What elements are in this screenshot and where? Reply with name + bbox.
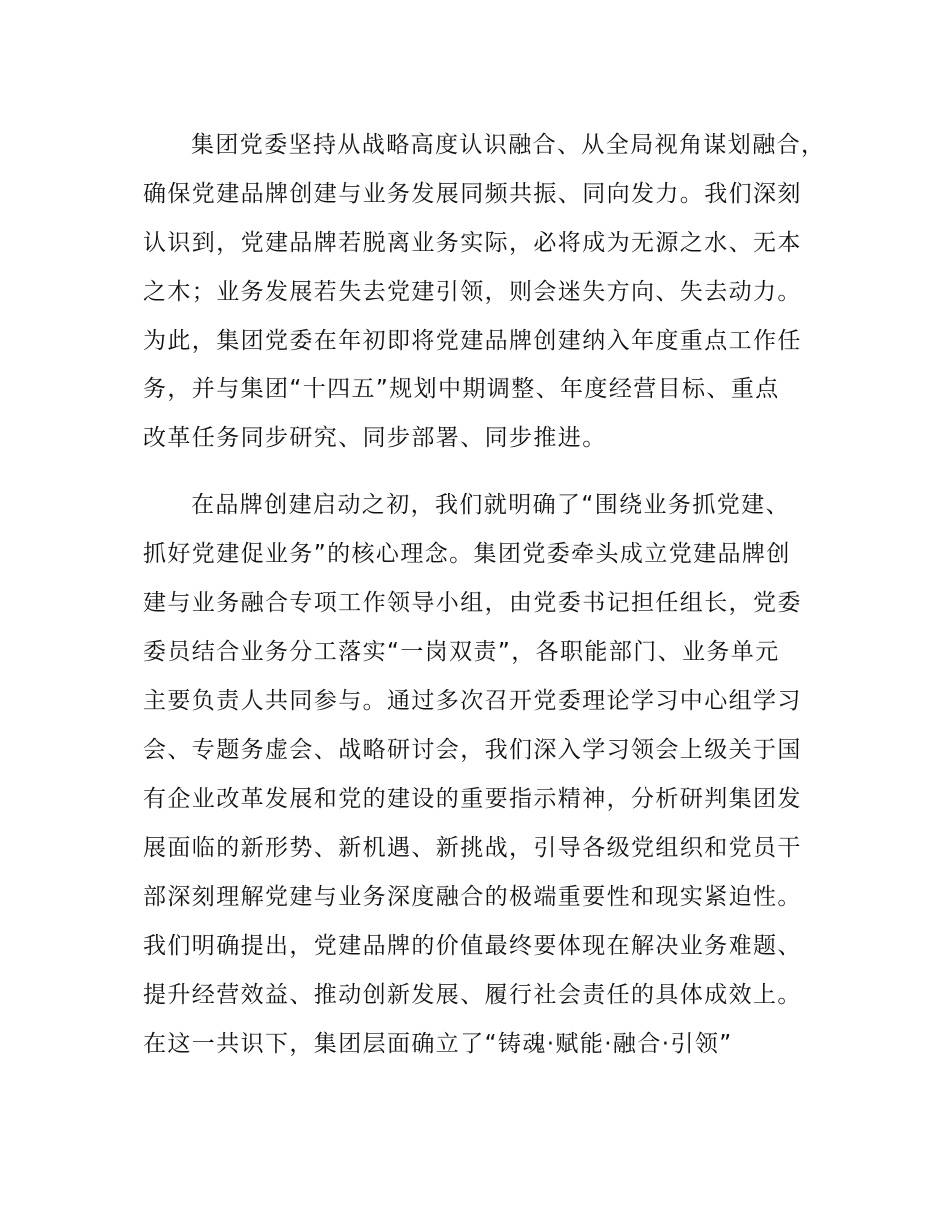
text-line: 在这一共识下，集团层面确立了“铸魂·赋能·融合·引领”: [143, 1031, 733, 1057]
text-line: 改革任务同步研究、同步部署、同步推进。: [143, 425, 607, 451]
text-line: 会、专题务虚会、战略研讨会，我们深入学习领会上级关于国: [143, 737, 802, 763]
text-line: 建与业务融合专项工作领导小组，由党委书记担任组长，党委: [143, 590, 802, 616]
text-line: 之木；业务发展若失去党建引领，则会迷失方向、失去动力。: [143, 279, 802, 305]
text-line: 部深刻理解党建与业务深度融合的极端重要性和现实紧迫性。: [143, 884, 802, 910]
text-line: 有企业改革发展和党的建设的重要指示精神，分析研判集团发: [143, 786, 802, 812]
text-line: 提升经营效益、推动创新发展、履行社会责任的具体成效上。: [143, 982, 802, 1008]
text-line: 为此，集团党委在年初即将党建品牌创建纳入年度重点工作任: [143, 328, 802, 354]
text-line: 委员结合业务分工落实“一岗双责”，各职能部门、业务单元: [143, 639, 780, 665]
text-line: 主要负责人共同参与。通过多次召开党委理论学习中心组学习: [143, 688, 802, 714]
text-line: 我们明确提出，党建品牌的价值最终要体现在解决业务难题、: [143, 933, 802, 959]
text-line: 集团党委坚持从战略高度认识融合、从全局视角谋划融合，: [191, 132, 826, 158]
text-line: 展面临的新形势、新机遇、新挑战，引导各级党组织和党员干: [143, 835, 802, 861]
text-line: 务，并与集团“十四五”规划中期调整、年度经营目标、重点: [143, 376, 780, 402]
text-line: 抓好党建促业务”的核心理念。集团党委牵头成立党建品牌创: [143, 541, 791, 567]
text-line: 认识到，党建品牌若脱离业务实际，必将成为无源之水、无本: [143, 230, 802, 256]
text-line: 确保党建品牌创建与业务发展同频共振、同向发力。我们深刻: [143, 181, 802, 207]
text-line: 在品牌创建启动之初，我们就明确了“围绕业务抓党建、: [191, 492, 790, 518]
